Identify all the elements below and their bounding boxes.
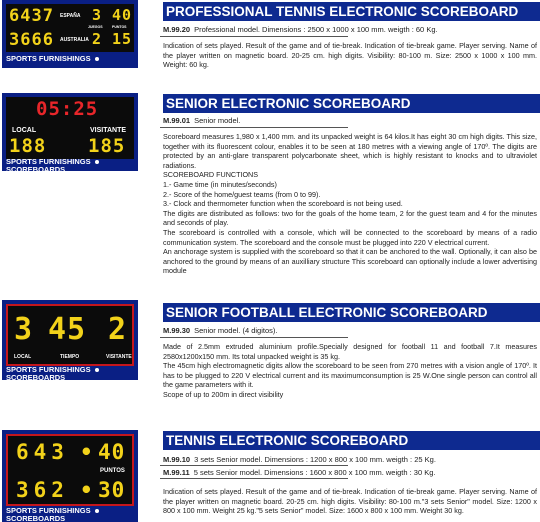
image-caption (6, 158, 99, 171)
points-label: PUNTOS (112, 25, 127, 29)
scoreboard-screen (6, 304, 134, 366)
title-marker (160, 431, 163, 450)
clock-display: 05:25 (36, 98, 99, 120)
section-title-text: SENIOR FOOTBALL ELECTRONIC SCOREBOARD (166, 305, 488, 320)
section-title (160, 431, 540, 450)
product-description (163, 41, 537, 70)
model-code: M.99.10 (163, 455, 191, 464)
points-row2: 30 (98, 478, 126, 502)
sets-row2: 362 (16, 478, 69, 502)
caption-text: SPORTS FURNISHINGS (6, 506, 91, 515)
home-label: LOCAL (12, 127, 37, 134)
description-paragraph: Scope of up to 200m in direct visibility (163, 389, 284, 399)
product-image-senior-football[interactable] (2, 300, 138, 380)
description-paragraph: The scoreboard is controlled with a console, which will be connected to the scoreboard by means of a radio communication system. The scoreboard and the console must be plugged into 220 V electrical current. (163, 227, 537, 247)
serve-dot-row1: • (80, 440, 94, 464)
section-title (160, 303, 540, 322)
points-label: PUNTOS (100, 468, 125, 474)
caption-subtext: SCOREBOARDS (6, 165, 66, 171)
home-label: LOCAL (14, 354, 32, 360)
guest-score: 2 (108, 312, 128, 347)
caption-subtext: SCOREBOARDS (6, 373, 66, 380)
points-row1: 40 (98, 440, 126, 464)
description-paragraph: An anchorage system is supplied with the scoreboard so that it can be anchored to the wall. Optionally, it can also be anchored to the ground by means of an auxilliary structure This scoreboard can optionally include a lower advertising module (163, 247, 537, 276)
model-code: M.99.20 (163, 25, 191, 34)
description-item: 1.- Game time (in minutes/seconds) (163, 179, 277, 189)
section-title (160, 2, 540, 21)
product-description (163, 342, 537, 400)
description-paragraph: The digits are distributed as follows: two for the goals of the home team, 2 for the guest team and 4 for the minutes and seconds of play. (163, 208, 537, 228)
games-label: JUEGOS (88, 25, 103, 29)
points-row1: 40 (112, 6, 133, 24)
scoreboard-screen (6, 4, 134, 52)
team-row2: AUSTRALIA (60, 37, 89, 43)
serve-dot-row2: • (80, 478, 94, 502)
model-line (163, 455, 436, 464)
time-display: 45 (48, 312, 87, 347)
sets-row2: 3666 (9, 30, 54, 50)
caption-text: SPORTS FURNISHINGS (6, 157, 91, 166)
description-item: 2.- Score of the home/guest teams (from 0 to 99). (163, 189, 321, 199)
section-title-text: SENIOR ELECTRONIC SCOREBOARD (166, 96, 411, 111)
product-description (163, 132, 537, 276)
product-image-tennis-electronic[interactable] (2, 430, 138, 522)
model-text: 5 sets Senior model. Dimensions : 1600 x 800 x 100 mm. weigth : 30 Kg. (193, 468, 436, 477)
model-code: M.99.11 (163, 468, 190, 477)
games-row2: 2 (92, 30, 103, 48)
scoreboard-screen (6, 434, 134, 506)
sets-row1: 643 (16, 440, 69, 464)
product-description (163, 487, 537, 516)
model-text: Senior model. (4 digitos). (194, 326, 278, 335)
time-label: TIEMPO (60, 354, 80, 360)
title-marker (160, 303, 163, 322)
product-image-professional-tennis[interactable] (2, 0, 138, 68)
bullet-icon (95, 160, 99, 164)
divider (160, 127, 348, 128)
guest-score: 185 (88, 135, 126, 157)
caption-subtext: SCOREBOARDS (6, 514, 66, 522)
bullet-icon (95, 368, 99, 372)
home-score: 188 (9, 135, 47, 157)
section-title (160, 94, 540, 113)
divider (160, 465, 348, 466)
description-paragraph: The 45cm high electromagnetic digits allow the scoreboard to be seen from 270 metres with a vision angle of 170º. It has to be plugged to 220 V electrical current and its maximumconsumption is 25 W.One single person can control all the game parameters with it. (163, 361, 537, 390)
model-code: M.99.30 (163, 326, 191, 335)
sets-row1: 6437 (9, 6, 54, 26)
description-paragraph: Indication of sets played. Result of the game and of tie-break. Indication of tie-break game. Player serving. Name of the player written on magnetic board. 20-25 cm. high digits. Visibility: 80-100 m."3 sets Senior" model. Size: 1200 x 800 x 100 mm. Weight 25 kg."5 sets Senior" model. Size: 1600 x 800 x 100 mm. Weight 30 kg. (163, 487, 537, 516)
image-caption (6, 507, 99, 522)
description-paragraph: Scoreboard measures 1,980 x 1,400 mm. and its unpacked weight is 64 kilos.It has eight 30 cm high digits. This size, together with its fluorescent colour, enables it to be seen at 180 metres with a viewing angle of 170º. The digits are protected by an anti-glare transparent polycarbonate sheet, which is highly resistant to knocks and to ultraviolet radiations. (163, 132, 537, 170)
guest-label: VISITANTE (106, 354, 132, 360)
bullet-icon (95, 57, 99, 61)
model-text: Senior model. (194, 116, 241, 125)
description-paragraph: Indication of sets played. Result of the game and of tie-break. Indication of tie-break game. Player serving. Name of the player written on magnetic board. 20-25 cm. high digits. Visibility: 80-100 m. Size: 2500 x 1000 x 100 mm. Weight: 60 kg. (163, 41, 537, 70)
title-marker (160, 2, 163, 21)
team-row1: ESPAÑA (60, 13, 81, 19)
model-text: 3 sets Senior model. Dimensions : 1200 x 800 x 100 mm. weigth : 25 Kg. (194, 455, 436, 464)
guest-label: VISITANTE (90, 127, 127, 134)
model-line (163, 116, 240, 125)
divider (160, 478, 348, 479)
description-paragraph: Made of 2.5mm extruded aluminium profile.Specially designed for football 11 and football 7.It measures 2580x1200x150 mm. Its total unpacked weight is 35 kg. (163, 342, 537, 361)
bullet-icon (95, 509, 99, 513)
scoreboard-screen (6, 97, 134, 159)
points-row2: 15 (112, 30, 133, 48)
description-heading: SCOREBOARD FUNCTIONS (163, 170, 259, 180)
divider (160, 337, 348, 338)
games-row1: 3 (92, 6, 103, 24)
section-title-text: TENNIS ELECTRONIC SCOREBOARD (166, 433, 409, 448)
description-item: 3.- Clock and thermometer function when the scoreboard is not being used. (163, 199, 403, 209)
model-line (163, 326, 277, 335)
model-code: M.99.01 (163, 116, 191, 125)
caption-text: SPORTS FURNISHINGS (6, 365, 91, 374)
image-caption (6, 366, 99, 380)
model-line (163, 25, 438, 34)
model-line (163, 468, 435, 477)
divider (160, 36, 348, 37)
caption-text: SPORTS FURNISHINGS (6, 54, 91, 63)
title-marker (160, 94, 163, 113)
home-score: 3 (14, 312, 34, 347)
image-caption (6, 55, 99, 63)
product-image-senior-electronic[interactable] (2, 93, 138, 171)
model-text: Professional model. Dimensions : 2500 x 1000 x 100 mm. weigth : 60 Kg. (194, 25, 438, 34)
section-title-text: PROFESSIONAL TENNIS ELECTRONIC SCOREBOARD (166, 4, 519, 19)
